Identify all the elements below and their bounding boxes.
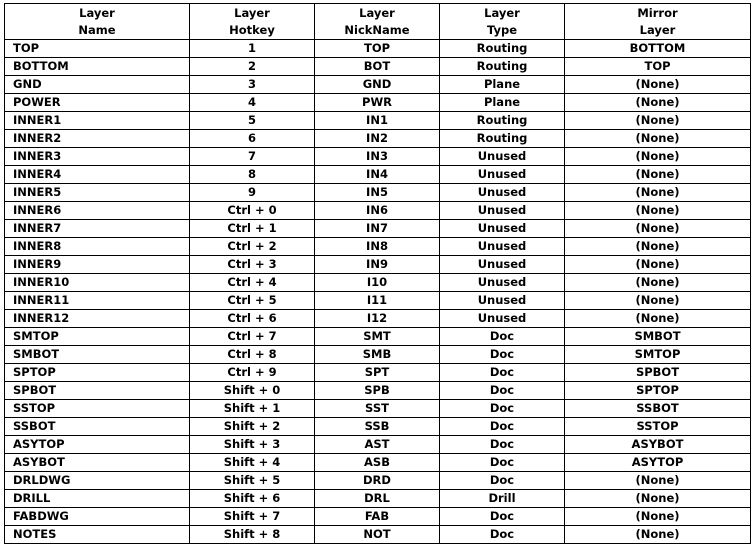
cell-mirror-layer: (None) bbox=[565, 130, 751, 148]
table-row bbox=[5, 148, 751, 166]
cell-layer-type: Doc bbox=[440, 454, 565, 472]
cell-layer-hotkey: Shift + 3 bbox=[190, 436, 315, 454]
cell-mirror-layer: (None) bbox=[565, 526, 751, 544]
cell-layer-type: Doc bbox=[440, 472, 565, 490]
table-row bbox=[5, 418, 751, 436]
cell-layer-hotkey: Shift + 4 bbox=[190, 454, 315, 472]
header-line: Name bbox=[78, 22, 116, 37]
cell-layer-hotkey: Ctrl + 9 bbox=[190, 364, 315, 382]
cell-mirror-layer: (None) bbox=[565, 202, 751, 220]
cell-layer-type: Unused bbox=[440, 220, 565, 238]
table-row bbox=[5, 346, 751, 364]
cell-layer-name: SSTOP bbox=[5, 400, 190, 418]
cell-layer-nickname: PWR bbox=[315, 94, 440, 112]
cell-layer-name: DRLDWG bbox=[5, 472, 190, 490]
table-row bbox=[5, 238, 751, 256]
cell-mirror-layer: (None) bbox=[565, 256, 751, 274]
cell-layer-hotkey: Ctrl + 6 bbox=[190, 310, 315, 328]
cell-layer-hotkey: 6 bbox=[190, 130, 315, 148]
cell-layer-type: Plane bbox=[440, 94, 565, 112]
cell-mirror-layer: SPBOT bbox=[565, 364, 751, 382]
cell-layer-hotkey: Shift + 5 bbox=[190, 472, 315, 490]
cell-layer-type: Unused bbox=[440, 148, 565, 166]
table-body bbox=[5, 40, 751, 544]
cell-layer-hotkey: Ctrl + 1 bbox=[190, 220, 315, 238]
header-layer-nickname bbox=[315, 4, 440, 40]
table-row bbox=[5, 472, 751, 490]
cell-layer-nickname: ASB bbox=[315, 454, 440, 472]
cell-layer-hotkey: 2 bbox=[190, 58, 315, 76]
table-row bbox=[5, 166, 751, 184]
cell-layer-hotkey: Shift + 1 bbox=[190, 400, 315, 418]
cell-layer-hotkey: Shift + 2 bbox=[190, 418, 315, 436]
table-row bbox=[5, 292, 751, 310]
cell-mirror-layer: (None) bbox=[565, 94, 751, 112]
table-row bbox=[5, 274, 751, 292]
cell-mirror-layer: SMTOP bbox=[565, 346, 751, 364]
cell-layer-name: NOTES bbox=[5, 526, 190, 544]
cell-layer-name: INNER2 bbox=[5, 130, 190, 148]
cell-layer-name: INNER1 bbox=[5, 112, 190, 130]
cell-layer-name: INNER5 bbox=[5, 184, 190, 202]
cell-layer-hotkey: Shift + 6 bbox=[190, 490, 315, 508]
cell-mirror-layer: (None) bbox=[565, 166, 751, 184]
cell-layer-type: Unused bbox=[440, 292, 565, 310]
cell-layer-hotkey: Shift + 0 bbox=[190, 382, 315, 400]
cell-layer-nickname: IN6 bbox=[315, 202, 440, 220]
cell-layer-hotkey: Ctrl + 8 bbox=[190, 346, 315, 364]
header-layer-hotkey bbox=[190, 4, 315, 40]
cell-layer-nickname: IN5 bbox=[315, 184, 440, 202]
table-row bbox=[5, 202, 751, 220]
cell-layer-name: INNER8 bbox=[5, 238, 190, 256]
cell-layer-type: Routing bbox=[440, 58, 565, 76]
cell-layer-name: DRILL bbox=[5, 490, 190, 508]
cell-layer-nickname: SPT bbox=[315, 364, 440, 382]
cell-layer-hotkey: Ctrl + 0 bbox=[190, 202, 315, 220]
cell-mirror-layer: (None) bbox=[565, 220, 751, 238]
cell-layer-nickname: SMB bbox=[315, 346, 440, 364]
cell-layer-nickname: I12 bbox=[315, 310, 440, 328]
cell-layer-type: Doc bbox=[440, 364, 565, 382]
table-row bbox=[5, 184, 751, 202]
cell-layer-type: Doc bbox=[440, 328, 565, 346]
cell-layer-hotkey: Ctrl + 7 bbox=[190, 328, 315, 346]
cell-mirror-layer: (None) bbox=[565, 490, 751, 508]
table-row bbox=[5, 94, 751, 112]
cell-layer-nickname: IN4 bbox=[315, 166, 440, 184]
table-row bbox=[5, 436, 751, 454]
table-row bbox=[5, 508, 751, 526]
table-row bbox=[5, 310, 751, 328]
cell-layer-nickname: NOT bbox=[315, 526, 440, 544]
cell-layer-nickname: FAB bbox=[315, 508, 440, 526]
cell-layer-nickname: SSB bbox=[315, 418, 440, 436]
cell-layer-type: Doc bbox=[440, 382, 565, 400]
cell-layer-nickname: IN8 bbox=[315, 238, 440, 256]
table-header bbox=[5, 4, 751, 40]
table-row bbox=[5, 526, 751, 544]
cell-layer-hotkey: Ctrl + 3 bbox=[190, 256, 315, 274]
cell-mirror-layer: (None) bbox=[565, 76, 751, 94]
cell-mirror-layer: SMBOT bbox=[565, 328, 751, 346]
table-row bbox=[5, 112, 751, 130]
cell-layer-nickname: SPB bbox=[315, 382, 440, 400]
cell-layer-hotkey: Ctrl + 4 bbox=[190, 274, 315, 292]
cell-layer-type: Unused bbox=[440, 310, 565, 328]
cell-layer-name: SMBOT bbox=[5, 346, 190, 364]
cell-layer-type: Plane bbox=[440, 76, 565, 94]
cell-layer-nickname: SMT bbox=[315, 328, 440, 346]
header-line: Type bbox=[486, 22, 517, 37]
cell-mirror-layer: (None) bbox=[565, 292, 751, 310]
cell-layer-type: Doc bbox=[440, 436, 565, 454]
table-row bbox=[5, 58, 751, 76]
table-row bbox=[5, 490, 751, 508]
cell-layer-type: Doc bbox=[440, 508, 565, 526]
cell-mirror-layer: (None) bbox=[565, 472, 751, 490]
cell-layer-name: ASYBOT bbox=[5, 454, 190, 472]
table-row bbox=[5, 130, 751, 148]
cell-mirror-layer: TOP bbox=[565, 58, 751, 76]
cell-layer-type: Unused bbox=[440, 238, 565, 256]
cell-mirror-layer: ASYBOT bbox=[565, 436, 751, 454]
table-row bbox=[5, 220, 751, 238]
cell-layer-nickname: BOT bbox=[315, 58, 440, 76]
header-line: Mirror bbox=[637, 5, 678, 20]
cell-layer-type: Drill bbox=[440, 490, 565, 508]
cell-mirror-layer: SSTOP bbox=[565, 418, 751, 436]
header-row bbox=[5, 4, 751, 40]
cell-layer-name: INNER4 bbox=[5, 166, 190, 184]
header-mirror-layer bbox=[565, 4, 751, 40]
cell-layer-name: TOP bbox=[5, 40, 190, 58]
header-line: Layer bbox=[234, 5, 270, 20]
cell-layer-name: BOTTOM bbox=[5, 58, 190, 76]
cell-layer-hotkey: 1 bbox=[190, 40, 315, 58]
cell-layer-nickname: DRD bbox=[315, 472, 440, 490]
cell-layer-type: Routing bbox=[440, 112, 565, 130]
cell-mirror-layer: (None) bbox=[565, 184, 751, 202]
cell-layer-nickname: IN9 bbox=[315, 256, 440, 274]
cell-layer-hotkey: 4 bbox=[190, 94, 315, 112]
cell-mirror-layer: (None) bbox=[565, 148, 751, 166]
table-row bbox=[5, 364, 751, 382]
cell-mirror-layer: SPTOP bbox=[565, 382, 751, 400]
cell-layer-name: INNER10 bbox=[5, 274, 190, 292]
cell-mirror-layer: (None) bbox=[565, 112, 751, 130]
header-line: Hotkey bbox=[229, 22, 275, 37]
cell-layer-hotkey: Shift + 8 bbox=[190, 526, 315, 544]
cell-layer-type: Doc bbox=[440, 526, 565, 544]
cell-layer-name: SSBOT bbox=[5, 418, 190, 436]
table-row bbox=[5, 400, 751, 418]
cell-layer-name: POWER bbox=[5, 94, 190, 112]
table-row bbox=[5, 76, 751, 94]
cell-layer-name: FABDWG bbox=[5, 508, 190, 526]
cell-layer-type: Unused bbox=[440, 184, 565, 202]
cell-layer-type: Unused bbox=[440, 274, 565, 292]
cell-mirror-layer: (None) bbox=[565, 310, 751, 328]
cell-mirror-layer: (None) bbox=[565, 508, 751, 526]
cell-layer-nickname: GND bbox=[315, 76, 440, 94]
cell-layer-nickname: DRL bbox=[315, 490, 440, 508]
cell-layer-hotkey: 7 bbox=[190, 148, 315, 166]
cell-layer-name: SMTOP bbox=[5, 328, 190, 346]
header-layer-name bbox=[5, 4, 190, 40]
header-line: Layer bbox=[639, 22, 676, 37]
cell-layer-nickname: IN3 bbox=[315, 148, 440, 166]
table-row bbox=[5, 256, 751, 274]
cell-layer-type: Routing bbox=[440, 130, 565, 148]
cell-layer-nickname: AST bbox=[315, 436, 440, 454]
cell-mirror-layer: SSBOT bbox=[565, 400, 751, 418]
cell-mirror-layer: ASYTOP bbox=[565, 454, 751, 472]
cell-layer-hotkey: Shift + 7 bbox=[190, 508, 315, 526]
cell-layer-hotkey: Ctrl + 2 bbox=[190, 238, 315, 256]
cell-layer-name: INNER11 bbox=[5, 292, 190, 310]
cell-layer-type: Unused bbox=[440, 166, 565, 184]
header-line: Layer bbox=[484, 5, 520, 20]
header-line: Layer bbox=[359, 5, 395, 20]
cell-mirror-layer: (None) bbox=[565, 238, 751, 256]
cell-layer-name: INNER7 bbox=[5, 220, 190, 238]
cell-layer-nickname: I11 bbox=[315, 292, 440, 310]
cell-layer-hotkey: 9 bbox=[190, 184, 315, 202]
cell-layer-type: Routing bbox=[440, 40, 565, 58]
cell-layer-hotkey: Ctrl + 5 bbox=[190, 292, 315, 310]
layer-table bbox=[4, 3, 751, 544]
cell-layer-name: INNER12 bbox=[5, 310, 190, 328]
cell-layer-type: Doc bbox=[440, 418, 565, 436]
table-row bbox=[5, 40, 751, 58]
cell-layer-name: INNER6 bbox=[5, 202, 190, 220]
cell-layer-name: INNER3 bbox=[5, 148, 190, 166]
cell-mirror-layer: BOTTOM bbox=[565, 40, 751, 58]
cell-layer-hotkey: 8 bbox=[190, 166, 315, 184]
header-line: Layer bbox=[79, 5, 115, 20]
cell-layer-hotkey: 5 bbox=[190, 112, 315, 130]
cell-layer-nickname: TOP bbox=[315, 40, 440, 58]
cell-layer-name: GND bbox=[5, 76, 190, 94]
cell-layer-type: Unused bbox=[440, 256, 565, 274]
table-row bbox=[5, 328, 751, 346]
cell-layer-name: SPBOT bbox=[5, 382, 190, 400]
cell-layer-type: Doc bbox=[440, 346, 565, 364]
cell-layer-nickname: IN1 bbox=[315, 112, 440, 130]
table-row bbox=[5, 382, 751, 400]
cell-layer-name: INNER9 bbox=[5, 256, 190, 274]
table-row bbox=[5, 454, 751, 472]
cell-layer-name: ASYTOP bbox=[5, 436, 190, 454]
header-line: NickName bbox=[344, 22, 410, 37]
cell-layer-nickname: IN2 bbox=[315, 130, 440, 148]
cell-layer-hotkey: 3 bbox=[190, 76, 315, 94]
cell-layer-type: Doc bbox=[440, 400, 565, 418]
cell-layer-nickname: I10 bbox=[315, 274, 440, 292]
cell-layer-type: Unused bbox=[440, 202, 565, 220]
cell-layer-nickname: SST bbox=[315, 400, 440, 418]
header-layer-type bbox=[440, 4, 565, 40]
cell-layer-name: SPTOP bbox=[5, 364, 190, 382]
cell-layer-nickname: IN7 bbox=[315, 220, 440, 238]
cell-mirror-layer: (None) bbox=[565, 274, 751, 292]
